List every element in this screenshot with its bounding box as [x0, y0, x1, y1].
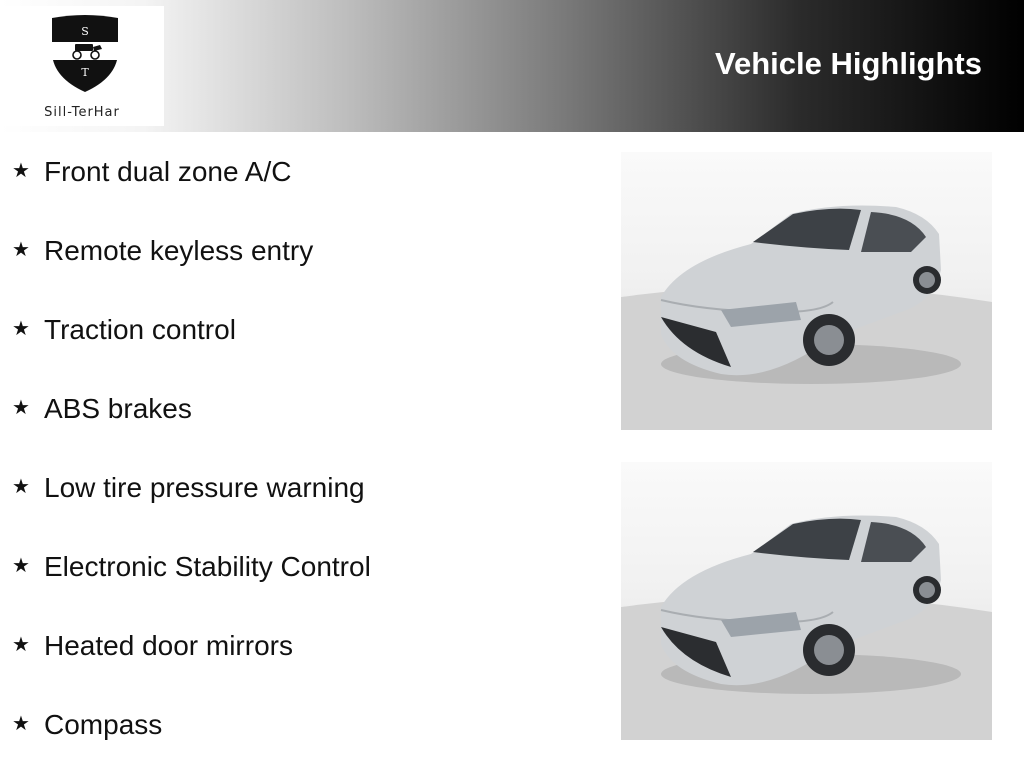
- star-icon: ★: [12, 632, 30, 656]
- vehicle-photo-1: [621, 152, 992, 430]
- list-item: [12, 150, 592, 229]
- list-item: [12, 308, 592, 387]
- shield-logo-icon: [50, 14, 120, 94]
- star-icon: ★: [12, 711, 30, 735]
- logo-letter-top: S: [81, 25, 89, 38]
- highlight-label: Electronic Stability Control: [44, 551, 371, 582]
- header-banner: [0, 0, 1024, 132]
- vehicle-photo-2: [621, 462, 992, 740]
- highlight-label: Heated door mirrors: [44, 630, 293, 661]
- star-icon: ★: [12, 395, 30, 419]
- star-icon: ★: [12, 237, 30, 261]
- list-item: [12, 624, 592, 703]
- list-item: [12, 229, 592, 308]
- sedan-icon: [621, 462, 992, 740]
- list-item: [12, 387, 592, 466]
- dealer-name: Sill-TerHar: [44, 105, 120, 120]
- list-item: [12, 703, 592, 768]
- highlights-list: [12, 150, 592, 768]
- sedan-icon: [621, 152, 992, 430]
- highlight-label: Remote keyless entry: [44, 235, 314, 266]
- highlight-label: Front dual zone A/C: [44, 156, 292, 187]
- star-icon: ★: [12, 474, 30, 498]
- star-icon: ★: [12, 553, 30, 577]
- star-icon: ★: [12, 158, 30, 182]
- logo-letter-bottom: T: [81, 66, 89, 79]
- list-item: [12, 545, 592, 624]
- list-item: [12, 466, 592, 545]
- dealer-logo: [0, 6, 164, 126]
- highlight-label: Compass: [44, 709, 163, 740]
- highlight-label: ABS brakes: [44, 393, 192, 424]
- star-icon: ★: [12, 316, 30, 340]
- highlight-label: Low tire pressure warning: [44, 472, 365, 503]
- highlight-label: Traction control: [44, 314, 236, 345]
- page-title: Vehicle Highlights: [715, 46, 982, 81]
